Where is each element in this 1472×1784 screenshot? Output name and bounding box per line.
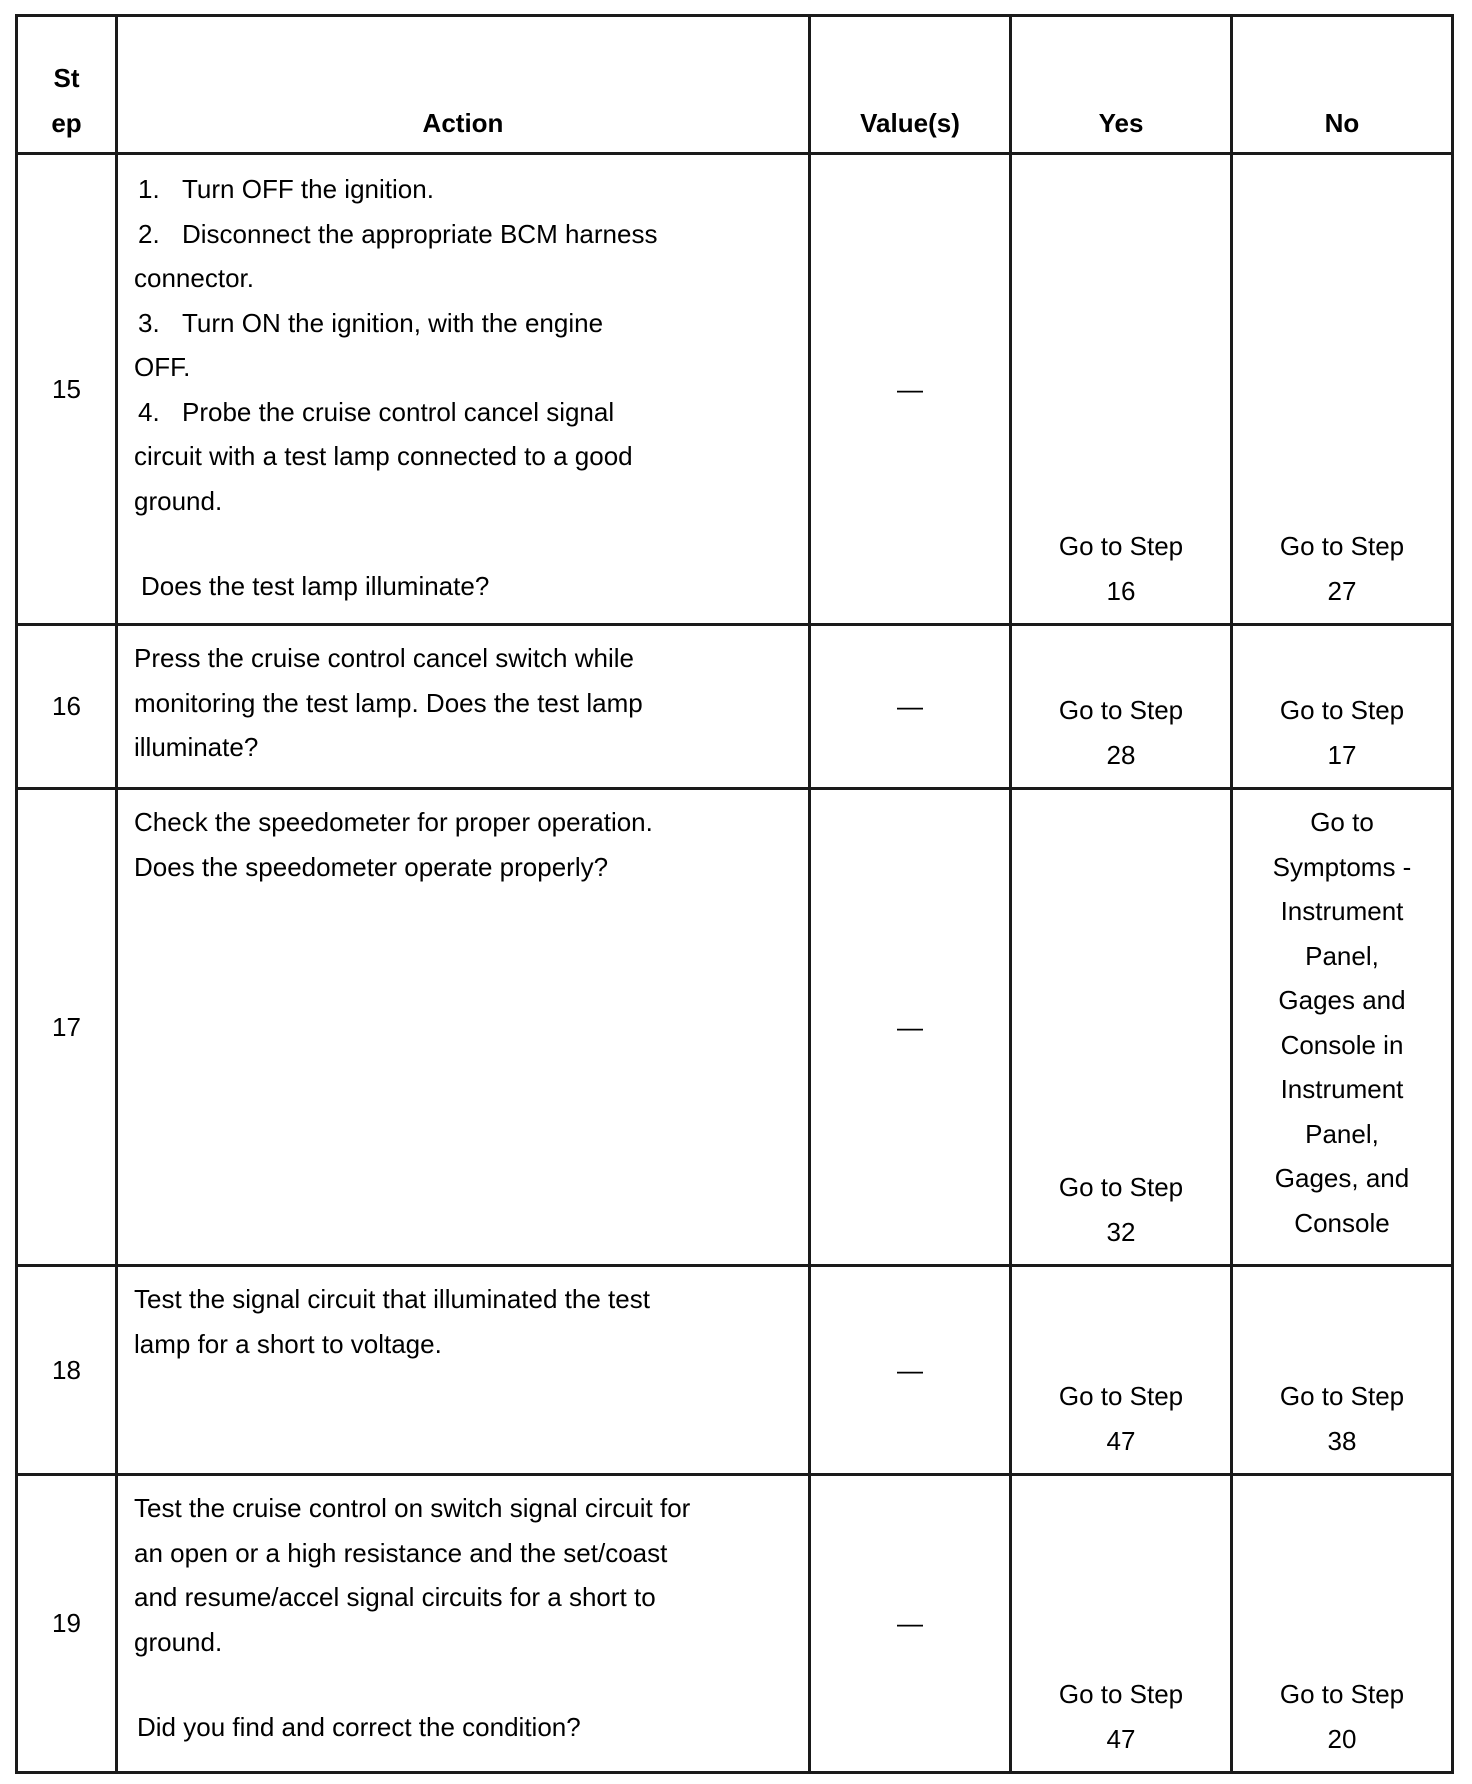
question-text: Did you find and correct the condition? xyxy=(137,1712,581,1742)
header-step-line2: ep xyxy=(51,107,82,138)
list-item-continuation: OFF. xyxy=(134,352,191,382)
no-cell: Go to Step 38 xyxy=(1232,1266,1453,1475)
yes-cell: Go to Step 16 xyxy=(1011,154,1232,625)
value-cell: — xyxy=(810,1266,1011,1475)
list-item: 3. Turn ON the ignition, with the engine xyxy=(138,307,604,338)
yes-cell: Go to Step 47 xyxy=(1011,1475,1232,1773)
table-row xyxy=(17,789,1453,1266)
list-item: 2. Disconnect the appropriate BCM harness xyxy=(138,218,658,249)
question-text: Does the test lamp illuminate? xyxy=(141,571,490,601)
diagnostic-table xyxy=(15,14,1454,1774)
header-yes: Yes xyxy=(1011,16,1232,154)
yes-cell: Go to Step 47 xyxy=(1011,1266,1232,1475)
no-cell: Go to Step 20 xyxy=(1232,1475,1453,1773)
table-row xyxy=(17,1475,1453,1773)
header-no: No xyxy=(1232,16,1453,154)
list-item: 4. Probe the cruise control cancel signal xyxy=(138,396,615,427)
value-cell: — xyxy=(810,625,1011,789)
action-cell: Test the cruise control on switch signal circuit for an open or a high resistance and the set/coast and resume/accel signal circuits for a short to ground. Did you find and correct the condition? xyxy=(117,1475,810,1773)
step-number: 17 xyxy=(17,789,117,1266)
list-item-continuation: connector. xyxy=(134,263,254,293)
header-row xyxy=(17,16,1453,154)
table-row xyxy=(17,154,1453,625)
no-cell: Go to Step 17 xyxy=(1232,625,1453,789)
action-cell: Press the cruise control cancel switch while monitoring the test lamp. Does the test lamp illuminate? xyxy=(117,625,810,789)
yes-cell: Go to Step 28 xyxy=(1011,625,1232,789)
action-cell: Check the speedometer for proper operation. Does the speedometer operate properly? xyxy=(117,789,810,1266)
header-values: Value(s) xyxy=(810,16,1011,154)
value-cell: — xyxy=(810,789,1011,1266)
header-step-line1: St xyxy=(53,63,80,93)
step-number: 15 xyxy=(17,154,117,625)
value-cell: — xyxy=(810,154,1011,625)
action-cell: Test the signal circuit that illuminated the test lamp for a short to voltage. xyxy=(117,1266,810,1475)
header-step xyxy=(17,16,117,154)
no-cell: Go to Symptoms - Instrument Panel, Gages and Console in Instrument Panel, Gages, and Console xyxy=(1232,789,1453,1266)
step-number: 19 xyxy=(17,1475,117,1773)
header-action: Action xyxy=(117,16,810,154)
table-row xyxy=(17,625,1453,789)
no-cell: Go to Step 27 xyxy=(1232,154,1453,625)
list-item: 1. Turn OFF the ignition. xyxy=(138,174,434,204)
list-item-continuation: circuit with a test lamp connected to a good xyxy=(134,441,633,471)
table-row xyxy=(17,1266,1453,1475)
step-number: 18 xyxy=(17,1266,117,1475)
yes-cell: Go to Step 32 xyxy=(1011,789,1232,1266)
list-item-continuation: ground. xyxy=(134,485,223,516)
step-number: 16 xyxy=(17,625,117,789)
value-cell: — xyxy=(810,1475,1011,1773)
action-cell xyxy=(117,154,810,625)
